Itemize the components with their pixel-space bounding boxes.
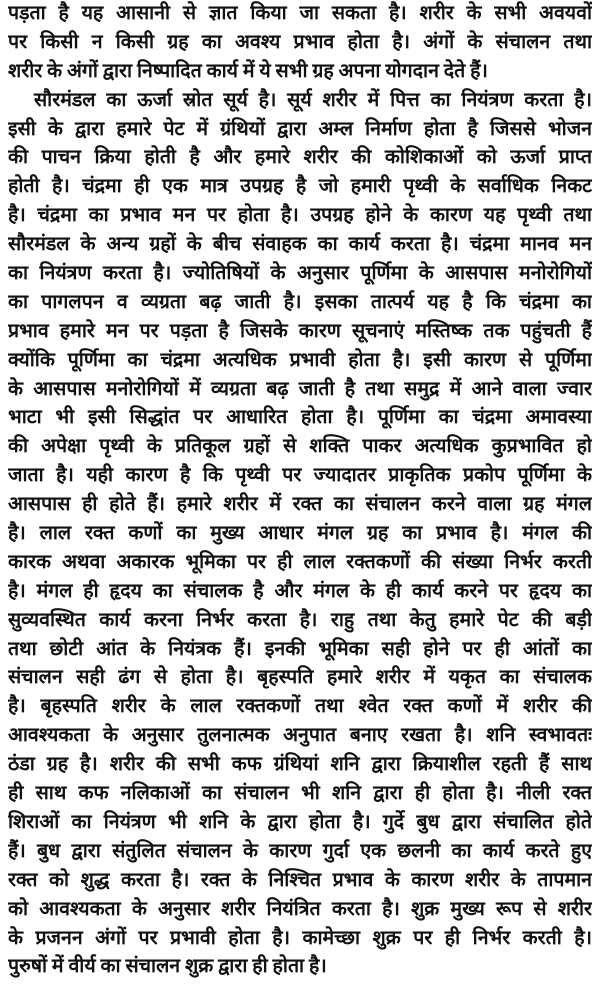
text-line: है। लाल रक्त कणों का मुख्य आधार मंगल ग्रह का प्रभाव है। मंगल की bbox=[8, 523, 592, 545]
text-line: पुरुषों में वीर्य का संचालन शुक्र द्वारा ही होता है। bbox=[8, 956, 327, 978]
text-line: शरीर के अंगों द्वारा निष्पादित कार्य में ये सभी ग्रह अपना योगदान देते हैं। bbox=[8, 60, 488, 82]
text-line: क्योंकि पूर्णिमा का चंद्रमा अत्यधिक प्रभावी होता है। इसी कारण से पूर्णिमा bbox=[8, 349, 592, 371]
text-line: इसी के द्वारा हमारे पेट में ग्रंथियों द्वारा अम्ल निर्माण होता है जिससे भोजन bbox=[8, 118, 592, 140]
text-line: सौरमंडल के अन्य ग्रहों के बीच संवाहक का कार्य करता है। चंद्रमा मानव मन bbox=[8, 234, 592, 256]
text-line: ही साथ कफ नलिकाओं का संचालन भी शनि द्वारा ही होता है। नीली रक्त bbox=[8, 783, 592, 805]
text-line: का पागलपन व व्यग्रता बढ़ जाती है। इसका तात्पर्य यह है कि चंद्रमा का bbox=[8, 291, 592, 313]
text-line: पर किसी न किसी ग्रह का अवश्य प्रभाव होता है। अंगों के संचालन तथा bbox=[8, 31, 592, 53]
text-line: के प्रजनन अंगों पर प्रभावी होता है। कामेच्छा शुक्र पर ही निर्भर करती है। bbox=[8, 927, 592, 949]
paragraph-2 bbox=[8, 87, 592, 983]
text-line: आवश्यकता के अनुसार तुलनात्मक अनुपात बनाए रखता है। शनि स्वभावतः bbox=[8, 725, 592, 747]
text-line: संचालन सही ढंग से होता है। बृहस्पति हमारे शरीर में यकृत का संचालक bbox=[8, 667, 592, 689]
text-line: तथा छोटी आंत के नियंत्रक हैं। इनकी भूमिका सही होने पर ही आंतों का bbox=[8, 638, 592, 660]
text-line: का नियंत्रण करता है। ज्योतिषियों के अनुसार पूर्णिमा के आसपास मनोरोगियों bbox=[8, 263, 592, 285]
text-line: को आवश्यकता के अनुसार शरीर नियंत्रित करता है। शुक्र मुख्य रूप से शरीर bbox=[8, 898, 592, 920]
text-line: हैं। बुध द्वारा संतुलित संचालन के कारण गुर्दा एक छलनी का कार्य करते हुए bbox=[8, 840, 592, 862]
text-line: सुव्यवस्थित कार्य करना निर्भर करता है। राहु तथा केतु हमारे पेट की बड़ी bbox=[8, 609, 592, 631]
text-line: रक्त को शुद्ध करता है। रक्त के निश्चित प्रभाव के कारण शरीर के तापमान bbox=[8, 869, 592, 891]
text-line: प्रभाव हमारे मन पर पड़ता है जिसके कारण सूचनाएं मस्तिष्क तक पहुंचती हैं bbox=[8, 320, 592, 342]
paragraph-1 bbox=[8, 0, 592, 87]
text-line: सौरमंडल का ऊर्जा स्रोत सूर्य है। सूर्य शरीर में पित्त का नियंत्रण करता है। bbox=[34, 89, 592, 111]
text-line: के आसपास मनोरोगियों में व्यग्रता बढ़ जाती है तथा समुद्र में आने वाला ज्वार bbox=[8, 378, 592, 400]
text-line: ठंडा ग्रह है। शरीर की सभी कफ ग्रंथियां शनि द्वारा क्रियाशील रहती हैं साथ bbox=[8, 754, 592, 776]
text-line: शिराओं का नियंत्रण भी शनि के द्वारा होता है। गुर्दे बुध द्वारा संचालित होते bbox=[8, 811, 592, 833]
text-line: होती है। चंद्रमा ही एक मात्र उपग्रह है जो हमारी पृथ्वी के सर्वाधिक निकट bbox=[8, 176, 592, 198]
text-line: पड़ता है यह आसानी से ज्ञात किया जा सकता है। शरीर के सभी अवयवों bbox=[8, 3, 592, 24]
text-line: कारक अथवा अकारक भूमिका पर ही लाल रक्तकणों की संख्या निर्भर करती bbox=[8, 551, 592, 573]
text-line: जाता है। यही कारण है कि पृथ्वी पर ज्यादातर प्राकृतिक प्रकोप पूर्णिमा के bbox=[8, 465, 592, 487]
text-line: आसपास ही होते हैं। हमारे शरीर में रक्त का संचालन करने वाला ग्रह मंगल bbox=[8, 494, 592, 516]
text-line: की पाचन क्रिया होती है और हमारे शरीर की कोशिकाओं को ऊर्जा प्राप्त bbox=[8, 147, 592, 169]
text-line: है। मंगल ही हृदय का संचालक है और मंगल के ही कार्य करने पर हृदय का bbox=[8, 580, 592, 602]
text-line: की अपेक्षा पृथ्वी के प्रतिकूल ग्रहों से शक्ति पाकर अत्यधिक कुप्रभावित हो bbox=[8, 436, 592, 458]
text-line: है। चंद्रमा का प्रभाव मन पर होता है। उपग्रह होने के कारण यह पृथ्वी तथा bbox=[8, 205, 592, 227]
text-line: भाटा भी इसी सिद्धांत पर आधारित होता है। पूर्णिमा का चंद्रमा अमावस्या bbox=[8, 407, 592, 429]
text-line: है। बृहस्पति शरीर के लाल रक्तकणों तथा श्वेत रक्त कणों में शरीर की bbox=[8, 696, 592, 718]
